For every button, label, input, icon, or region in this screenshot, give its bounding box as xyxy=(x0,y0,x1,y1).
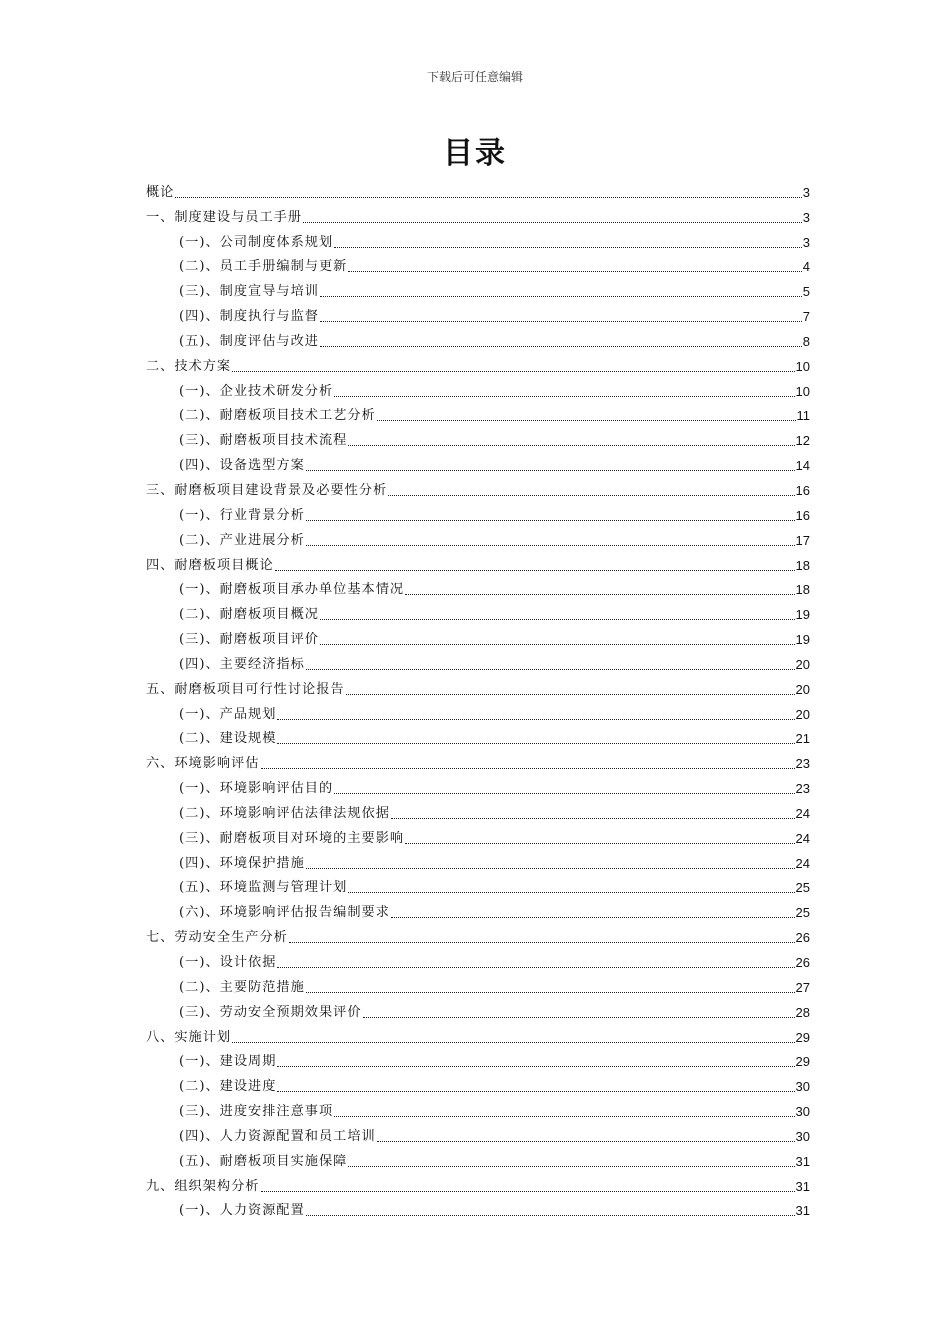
toc-leader-dots xyxy=(348,892,794,893)
toc-entry-page: 25 xyxy=(795,905,810,921)
toc-entry[interactable] xyxy=(146,848,810,873)
toc-leader-dots xyxy=(346,694,795,695)
toc-entry[interactable] xyxy=(146,425,810,450)
toc-entry-label: (三)、制度宣导与培训 xyxy=(179,284,319,300)
toc-entry-label: (二)、建设进度 xyxy=(179,1079,277,1095)
toc-entry[interactable] xyxy=(146,649,810,674)
toc-entry[interactable] xyxy=(146,972,810,997)
toc-entry[interactable] xyxy=(146,922,810,947)
toc-leader-dots xyxy=(320,644,795,645)
toc-entry-page: 20 xyxy=(795,656,810,672)
toc-leader-dots xyxy=(303,222,802,223)
toc-entry-label: (二)、主要防范措施 xyxy=(179,979,305,995)
toc-entry[interactable] xyxy=(146,177,810,202)
toc-entry-label: (五)、环境监测与管理计划 xyxy=(179,880,348,896)
toc-leader-dots xyxy=(277,743,794,744)
toc-entry[interactable] xyxy=(146,1196,810,1221)
toc-entry-label: 概论 xyxy=(146,184,175,200)
toc-entry-page: 23 xyxy=(795,756,810,772)
toc-entry[interactable] xyxy=(146,699,810,724)
toc-leader-dots xyxy=(334,396,794,397)
toc-entry[interactable] xyxy=(146,276,810,301)
toc-entry[interactable] xyxy=(146,252,810,277)
toc-entry[interactable] xyxy=(146,798,810,823)
toc-entry-page: 14 xyxy=(795,458,810,474)
toc-entry-page: 24 xyxy=(795,805,810,821)
toc-entry[interactable] xyxy=(146,1096,810,1121)
toc-leader-dots xyxy=(261,1191,795,1192)
toc-entry-page: 3 xyxy=(802,184,810,200)
toc-entry-page: 23 xyxy=(795,781,810,797)
toc-entry-page: 8 xyxy=(802,333,810,349)
toc-entry-page: 16 xyxy=(795,482,810,498)
toc-entry-label: (一)、行业背景分析 xyxy=(179,507,305,523)
toc-entry-page: 7 xyxy=(802,309,810,325)
toc-entry[interactable] xyxy=(146,1146,810,1171)
toc-leader-dots xyxy=(363,1017,795,1018)
toc-entry-page: 3 xyxy=(802,209,810,225)
toc-entry-label: (一)、设计依据 xyxy=(179,955,277,970)
toc-leader-dots xyxy=(306,669,795,670)
toc-entry-page: 10 xyxy=(795,383,810,399)
toc-entry-label: (五)、制度评估与改进 xyxy=(179,333,319,349)
table-of-contents xyxy=(146,177,810,1220)
toc-entry-page: 30 xyxy=(795,1128,810,1144)
toc-entry-page: 19 xyxy=(795,632,810,648)
toc-entry[interactable] xyxy=(146,897,810,922)
toc-entry[interactable] xyxy=(146,997,810,1022)
toc-leader-dots xyxy=(348,445,794,446)
toc-entry-page: 16 xyxy=(795,507,810,523)
toc-entry[interactable] xyxy=(146,475,810,500)
toc-leader-dots xyxy=(320,296,802,297)
toc-entry-label: (五)、耐磨板项目实施保障 xyxy=(179,1153,348,1169)
toc-entry[interactable] xyxy=(146,599,810,624)
toc-entry[interactable] xyxy=(146,376,810,401)
toc-entry[interactable] xyxy=(146,227,810,252)
toc-entry-label: (二)、员工手册编制与更新 xyxy=(179,259,348,275)
toc-entry-page: 17 xyxy=(795,532,810,548)
toc-entry[interactable] xyxy=(146,301,810,326)
toc-entry-page: 30 xyxy=(795,1104,810,1120)
toc-leader-dots xyxy=(377,1141,795,1142)
toc-leader-dots xyxy=(348,1166,794,1167)
toc-entry[interactable] xyxy=(146,947,810,972)
toc-entry[interactable] xyxy=(146,500,810,525)
toc-leader-dots xyxy=(277,1066,794,1067)
toc-entry-page: 20 xyxy=(795,681,810,697)
toc-entry[interactable] xyxy=(146,575,810,600)
toc-entry-page: 21 xyxy=(795,731,810,747)
toc-leader-dots xyxy=(232,1042,794,1043)
toc-leader-dots xyxy=(377,420,796,421)
toc-entry-page: 24 xyxy=(795,855,810,871)
toc-entry-label: 八、实施计划 xyxy=(146,1029,232,1045)
toc-entry-page: 29 xyxy=(795,1029,810,1045)
toc-entry-page: 27 xyxy=(795,979,810,995)
toc-entry-page: 26 xyxy=(795,930,810,946)
toc-leader-dots xyxy=(306,992,795,993)
toc-entry-label: (一)、企业技术研发分析 xyxy=(179,383,334,399)
toc-entry[interactable] xyxy=(146,202,810,227)
toc-entry-label: (三)、耐磨板项目技术流程 xyxy=(179,433,348,449)
toc-entry-label: (三)、耐磨板项目对环境的主要影响 xyxy=(179,830,405,846)
toc-entry-label: (一)、公司制度体系规划 xyxy=(179,234,334,250)
toc-entry[interactable] xyxy=(146,1047,810,1072)
toc-leader-dots xyxy=(388,495,794,496)
toc-entry-page: 5 xyxy=(802,284,810,300)
toc-leader-dots xyxy=(405,594,794,595)
toc-leader-dots xyxy=(405,843,794,844)
toc-entry-page: 30 xyxy=(795,1079,810,1095)
toc-entry-page: 25 xyxy=(795,880,810,896)
toc-entry-page: 18 xyxy=(795,557,810,573)
toc-entry-page: 19 xyxy=(795,607,810,623)
toc-entry[interactable] xyxy=(146,1171,810,1196)
toc-entry-label: (二)、环境影响评估法律法规依据 xyxy=(179,805,390,821)
toc-entry-page: 29 xyxy=(795,1054,810,1070)
toc-leader-dots xyxy=(391,917,795,918)
toc-entry-label: (三)、进度安排注意事项 xyxy=(179,1104,334,1120)
toc-leader-dots xyxy=(320,321,802,322)
toc-entry-label: (一)、建设周期 xyxy=(179,1054,277,1070)
toc-entry-page: 31 xyxy=(795,1178,810,1194)
toc-title: 目录 xyxy=(443,136,507,171)
toc-leader-dots xyxy=(320,346,802,347)
toc-entry-label: 一、制度建设与员工手册 xyxy=(146,209,303,225)
toc-leader-dots xyxy=(175,197,801,198)
toc-leader-dots xyxy=(261,768,795,769)
toc-leader-dots xyxy=(334,1116,794,1117)
toc-entry[interactable] xyxy=(146,1022,810,1047)
toc-entry[interactable] xyxy=(146,1121,810,1146)
toc-entry-label: 二、技术方案 xyxy=(146,358,232,374)
toc-entry[interactable] xyxy=(146,773,810,798)
toc-entry-label: (四)、环境保护措施 xyxy=(179,855,305,871)
toc-entry-page: 12 xyxy=(795,433,810,449)
toc-entry-label: 六、环境影响评估 xyxy=(146,756,260,772)
toc-entry[interactable] xyxy=(146,724,810,749)
toc-entry-page: 3 xyxy=(802,234,810,250)
toc-entry-label: (一)、人力资源配置 xyxy=(179,1203,305,1219)
toc-entry-label: (三)、耐磨板项目评价 xyxy=(179,632,319,648)
toc-entry-label: (一)、环境影响评估目的 xyxy=(179,781,334,797)
toc-leader-dots xyxy=(306,470,795,471)
toc-leader-dots xyxy=(275,570,795,571)
toc-entry-label: (四)、设备选型方案 xyxy=(179,458,305,474)
toc-entry-page: 4 xyxy=(802,259,810,275)
toc-leader-dots xyxy=(306,868,795,869)
toc-entry-page: 24 xyxy=(795,830,810,846)
toc-leader-dots xyxy=(334,793,794,794)
toc-entry[interactable] xyxy=(146,525,810,550)
toc-entry-label: (四)、人力资源配置和员工培训 xyxy=(179,1128,376,1144)
toc-leader-dots xyxy=(320,619,795,620)
toc-leader-dots xyxy=(289,942,795,943)
toc-entry-label: 三、耐磨板项目建设背景及必要性分析 xyxy=(146,482,388,498)
toc-leader-dots xyxy=(348,271,801,272)
toc-entry-label: (二)、耐磨板项目技术工艺分析 xyxy=(179,408,376,424)
toc-leader-dots xyxy=(277,967,794,968)
toc-entry[interactable] xyxy=(146,624,810,649)
toc-entry-label: (二)、产业进展分析 xyxy=(179,532,305,548)
toc-leader-dots xyxy=(306,520,795,521)
toc-entry[interactable] xyxy=(146,823,810,848)
toc-leader-dots xyxy=(334,247,802,248)
toc-entry[interactable] xyxy=(146,450,810,475)
toc-entry-label: 四、耐磨板项目概论 xyxy=(146,557,274,573)
toc-leader-dots xyxy=(277,1091,794,1092)
toc-entry-label: 七、劳动安全生产分析 xyxy=(146,930,288,946)
toc-leader-dots xyxy=(277,719,794,720)
toc-entry[interactable] xyxy=(146,326,810,351)
toc-entry-page: 11 xyxy=(796,408,810,424)
toc-entry-label: (六)、环境影响评估报告编制要求 xyxy=(179,905,390,921)
toc-entry[interactable] xyxy=(146,674,810,699)
toc-entry[interactable] xyxy=(146,1071,810,1096)
toc-entry[interactable] xyxy=(146,351,810,376)
toc-entry-page: 18 xyxy=(795,582,810,598)
toc-entry-page: 28 xyxy=(795,1004,810,1020)
toc-entry[interactable] xyxy=(146,748,810,773)
toc-entry-label: 九、组织架构分析 xyxy=(146,1178,260,1194)
toc-entry-page: 20 xyxy=(795,706,810,722)
toc-entry-label: 五、耐磨板项目可行性讨论报告 xyxy=(146,681,345,697)
toc-entry-label: (一)、耐磨板项目承办单位基本情况 xyxy=(179,582,405,598)
toc-entry[interactable] xyxy=(146,550,810,575)
toc-leader-dots xyxy=(391,818,795,819)
toc-entry[interactable] xyxy=(146,401,810,426)
header-note: 下载后可任意编辑 xyxy=(426,70,523,84)
toc-entry[interactable] xyxy=(146,873,810,898)
toc-entry-label: (二)、耐磨板项目概况 xyxy=(179,607,319,623)
toc-entry-page: 26 xyxy=(795,955,810,970)
toc-entry-label: (四)、制度执行与监督 xyxy=(179,309,319,325)
toc-entry-label: (三)、劳动安全预期效果评价 xyxy=(179,1004,362,1020)
toc-entry-label: (一)、产品规划 xyxy=(179,706,277,722)
toc-entry-page: 10 xyxy=(795,358,810,374)
toc-entry-label: (二)、建设规模 xyxy=(179,731,277,747)
toc-entry-label: (四)、主要经济指标 xyxy=(179,656,305,672)
toc-entry-page: 31 xyxy=(795,1203,810,1219)
toc-entry-page: 31 xyxy=(795,1153,810,1169)
toc-leader-dots xyxy=(306,545,795,546)
toc-leader-dots xyxy=(306,1215,795,1216)
toc-leader-dots xyxy=(232,371,794,372)
